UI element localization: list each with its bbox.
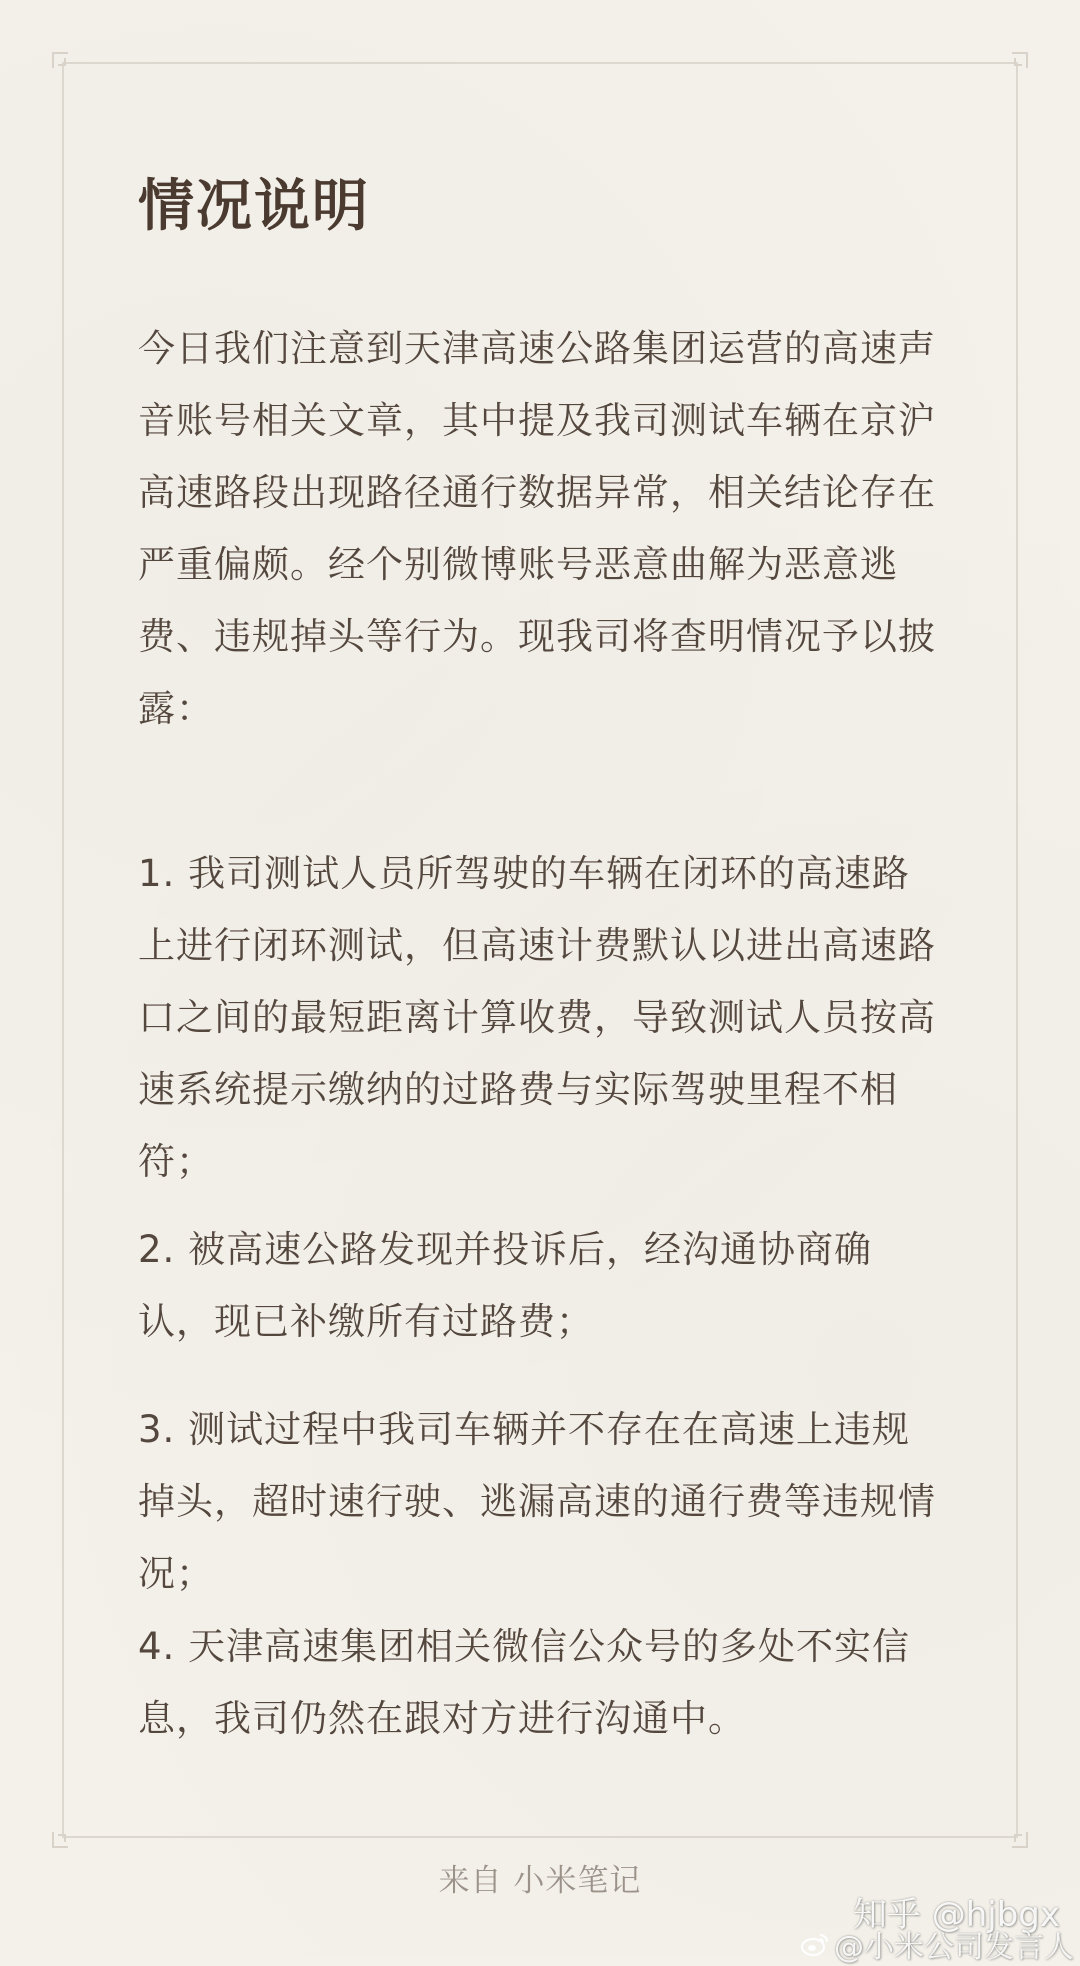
corner-ornament-top-right (1006, 52, 1028, 74)
corner-ornament-bottom-left (52, 1826, 74, 1848)
intro-paragraph: 今日我们注意到天津高速公路集团运营的高速声音账号相关文章，其中提及我司测试车辆在京沪高速路段出现路径通行数据异常，相关结论存在严重偏颇。经个别微博账号恶意曲解为恶意逃费、违规掉头等行为。现我司将查明情况予以披露： (138, 327, 936, 730)
list-item-1: 1. 我司测试人员所驾驶的车辆在闭环的高速路上进行闭环测试，但高速计费默认以进出高速路口之间的最短距离计算收费，导致测试人员按高速系统提示缴纳的过路费与实际驾驶里程不相符； (138, 852, 936, 1183)
weibo-watermark (800, 1922, 1074, 1966)
list-item-4: 4. 天津高速集团相关微信公众号的多处不实信息，我司仍然在跟对方进行沟通中。 (138, 1625, 911, 1740)
note-source-label: 来自 小米笔记 (438, 1863, 642, 1899)
zhihu-watermark: 知乎 @hjbgx (852, 1895, 1060, 1935)
document-title: 情况说明 (138, 174, 370, 239)
corner-ornament-bottom-right (1006, 1826, 1028, 1848)
corner-ornament-top-left (52, 52, 74, 74)
list-item-2: 2. 被高速公路发现并投诉后，经沟通协商确认，现已补缴所有过路费； (138, 1228, 873, 1343)
list-item-3: 3. 测试过程中我司车辆并不存在在高速上违规掉头，超时速行驶、逃漏高速的通行费等违规情况； (138, 1408, 936, 1595)
weibo-icon (800, 1931, 830, 1957)
weibo-watermark-text: @小米公司发言人 (834, 1930, 1074, 1965)
